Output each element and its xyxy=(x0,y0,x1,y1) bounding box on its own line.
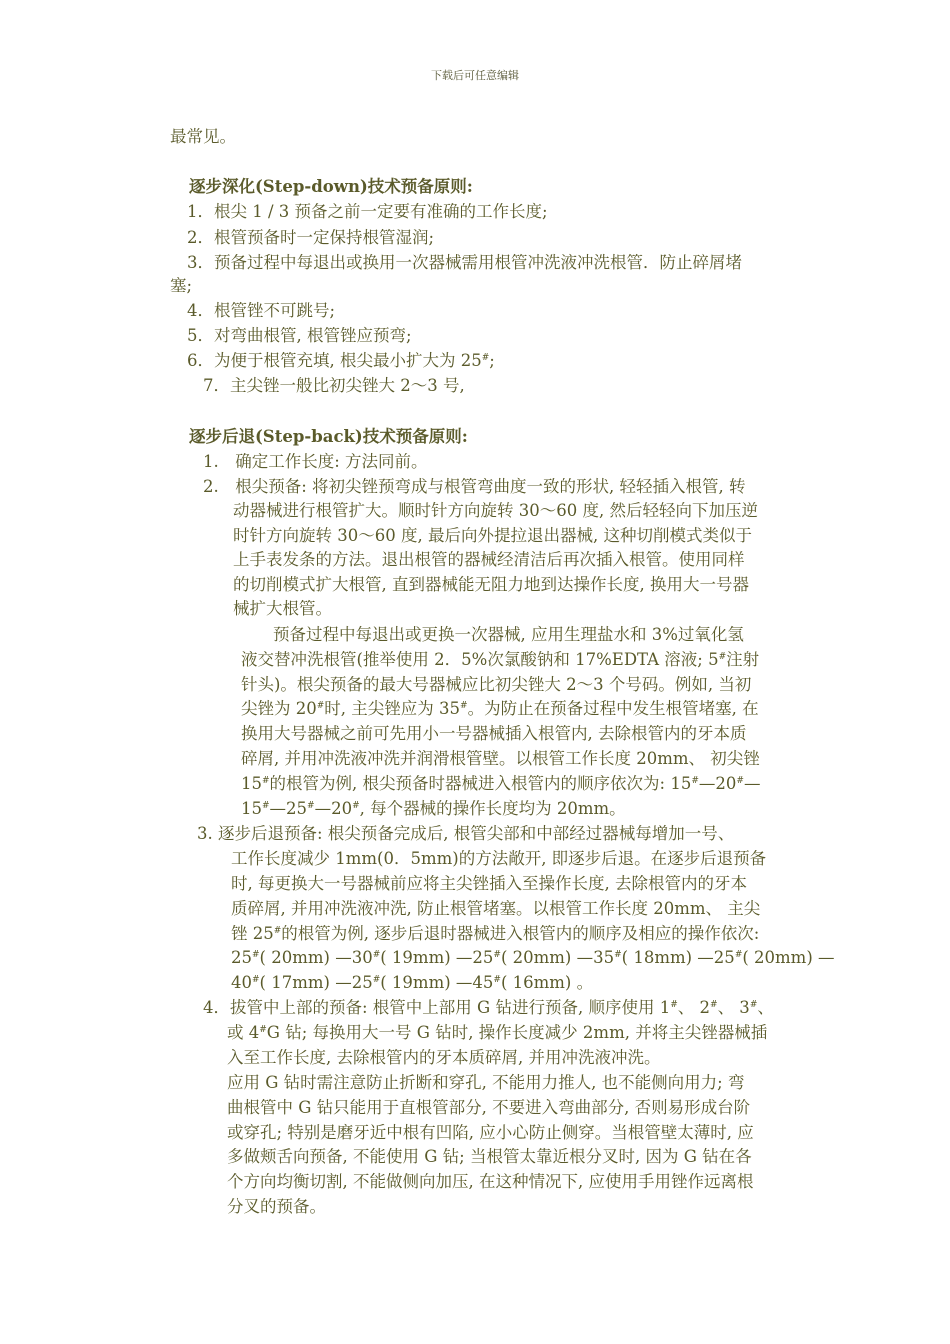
line-text: 7．主尖锉一般比初尖锉大 2～3 号, xyxy=(203,376,465,395)
list-item xyxy=(203,475,746,499)
line-text: 2．根管预备时一定保持根管湿润; xyxy=(187,228,435,247)
superscript: # xyxy=(307,801,315,811)
line-text: 15 xyxy=(241,799,262,818)
section-heading-step-back xyxy=(189,425,468,449)
line xyxy=(231,847,766,871)
line-text: 、 3 xyxy=(717,998,750,1017)
line-text: 动器械进行根管扩大。顺时针方向旋转 30～60 度, 然后轻轻向下加压逆 xyxy=(233,501,758,520)
line-text: 时, 每更换大一号器械前应将主尖锉插入至操作长度, 去除根管内的牙本 xyxy=(231,874,747,893)
line-text: 1．根尖 1 / 3 预备之前一定要有准确的工作长度; xyxy=(187,202,548,221)
line-text: 、 xyxy=(757,998,774,1017)
line-text: ( 20mm) — xyxy=(742,948,835,967)
list-item xyxy=(203,374,465,398)
superscript: # xyxy=(316,701,325,711)
line-text: 液交替冲洗根管(推举使用 2．5%次氯酸钠和 17%EDTA 溶液; 5 xyxy=(241,650,719,669)
line-text: 的根管为例, 逐步后退时器械进入根管内的顺序及相应的操作依次: xyxy=(281,924,760,943)
line-text: 时针方向旋转 30～60 度, 最后向外提拉退出器械, 这种切削模式类似于 xyxy=(233,526,752,545)
superscript: # xyxy=(262,801,270,811)
superscript: # xyxy=(252,975,260,985)
line-text: 曲根管中 G 钻只能用于直根管部分, 不要进入弯曲部分, 否则易形成台阶 xyxy=(227,1098,751,1117)
superscript: # xyxy=(262,776,270,786)
line-text: 、 2 xyxy=(677,998,711,1017)
superscript: # xyxy=(259,1025,267,1035)
line-text: —20 xyxy=(698,774,737,793)
line-text: 。为防止在预备过程中发生根管堵塞, 在 xyxy=(467,699,759,718)
line-text: 预备过程中每退出或更换一次器械, 应用生理盐水和 3%过氧化氢 xyxy=(273,625,744,644)
line xyxy=(227,1096,750,1120)
line-text: 塞; xyxy=(170,276,193,295)
line-text: 最常见。 xyxy=(170,127,236,146)
list-item xyxy=(187,349,495,373)
line xyxy=(241,747,760,771)
list-item xyxy=(187,251,742,275)
page-header: 下载后可任意编辑 xyxy=(431,69,519,82)
line-text: ( 19mm) —25 xyxy=(380,948,494,967)
line xyxy=(233,548,745,572)
superscript: # xyxy=(749,1000,758,1010)
heading-text: 逐步后退(Step-back)技术预备原则: xyxy=(189,427,468,446)
line-text: 碎屑, 并用冲洗液冲洗并润滑根管壁。以根管工作长度 20mm、 初尖锉 xyxy=(241,749,760,768)
line xyxy=(241,797,626,821)
line xyxy=(231,872,747,896)
line xyxy=(233,573,749,597)
line xyxy=(233,499,758,523)
line-text: 针头)。根尖预备的最大号器械应比初尖锉大 2～3 个号码。例如, 当初 xyxy=(241,675,752,694)
line-text: ( 20mm) —30 xyxy=(259,948,373,967)
superscript: # xyxy=(734,950,743,960)
line-text: ( 20mm) —35 xyxy=(500,948,615,967)
superscript: # xyxy=(252,950,260,960)
list-item xyxy=(187,324,412,348)
line-text: ( 19mm) —45 xyxy=(380,973,494,992)
line xyxy=(233,524,752,548)
line xyxy=(227,1121,754,1145)
line-text: 的切削模式扩大根管, 直到器械能无阻力地到达操作长度, 换用大一号器 xyxy=(233,575,749,594)
line-text: 尖锉为 20 xyxy=(241,699,317,718)
line-text: 4．根管锉不可跳号; xyxy=(187,301,336,320)
line-text: 1. 确定工作长度: 方法同前。 xyxy=(203,452,428,471)
line xyxy=(233,597,332,621)
section-heading-step-down xyxy=(189,175,473,199)
line xyxy=(227,1145,752,1169)
line-text: 25 xyxy=(231,948,252,967)
list-item xyxy=(187,200,548,224)
line-text: 或穿孔; 特别是磨牙近中根有凹陷, 应小心防止侧穿。当根管壁太薄时, 应 xyxy=(227,1123,754,1142)
line xyxy=(241,648,759,672)
superscript: # xyxy=(372,975,381,985)
line-text: —20 xyxy=(314,799,353,818)
line-text: ( 17mm) —25 xyxy=(259,973,373,992)
line xyxy=(231,946,835,970)
line xyxy=(227,1071,744,1095)
line-text: 换用大号器械之前可先用小一号器械插入根管内, 去除根管内的牙本质 xyxy=(241,724,747,743)
line-text: 3．预备过程中每退出或换用一次器械需用根管冲洗液冲洗根管．防止碎屑堵 xyxy=(187,253,742,272)
line-text: 多做颊舌向预备, 不能使用 G 钻; 当根管太靠近根分叉时, 因为 G 钻在各 xyxy=(227,1147,752,1166)
line-text: ; xyxy=(489,351,495,370)
superscript: # xyxy=(718,652,727,662)
superscript: # xyxy=(614,950,622,960)
line-text: 械扩大根管。 xyxy=(233,599,332,618)
line xyxy=(227,1021,767,1045)
list-item xyxy=(197,822,734,846)
line xyxy=(170,125,236,149)
superscript: # xyxy=(691,776,699,786)
line-text: , 每个器械的操作长度均为 20mm。 xyxy=(359,799,626,818)
superscript: # xyxy=(493,950,501,960)
line-text: 注射 xyxy=(726,650,760,669)
line-text: 应用 G 钻时需注意防止折断和穿孔, 不能用力推人, 也不能侧向用力; 弯 xyxy=(227,1073,745,1092)
line-text: 入至工作长度, 去除根管内的牙本质碎屑, 并用冲洗液冲洗。 xyxy=(227,1048,661,1067)
superscript: # xyxy=(670,1000,678,1010)
list-item xyxy=(187,299,335,323)
superscript: # xyxy=(710,1000,718,1010)
line-text: 分叉的预备。 xyxy=(227,1197,326,1216)
line-text: 锉 25 xyxy=(231,924,274,943)
line xyxy=(241,697,759,721)
line-text: 个方向均衡切割, 不能做侧向加压, 在这种情况下, 应使用手用锉作远离根 xyxy=(227,1172,754,1191)
superscript: # xyxy=(736,776,744,786)
line xyxy=(227,1170,753,1194)
line-text: 2. 根尖预备: 将初尖锉预弯成与根管弯曲度一致的形状, 轻轻插入根管, 转 xyxy=(203,477,746,496)
line-text: ( 18mm) —25 xyxy=(621,948,735,967)
superscript: # xyxy=(352,801,360,811)
line xyxy=(231,971,593,995)
superscript: # xyxy=(372,950,381,960)
line xyxy=(241,772,760,796)
line-text: —25 xyxy=(269,799,308,818)
line xyxy=(170,274,192,298)
superscript: # xyxy=(273,926,282,936)
line xyxy=(273,623,744,647)
line-text: 时, 主尖锉应为 35 xyxy=(324,699,461,718)
line-text: 上手表发条的方法。退出根管的器械经清洁后再次插入根管。使用同样 xyxy=(233,550,745,569)
list-item xyxy=(187,226,434,250)
line-text: — xyxy=(743,774,761,793)
line-text: 或 4 xyxy=(227,1023,260,1042)
heading-text: 逐步深化(Step-down)技术预备原则: xyxy=(189,177,473,196)
line-text: 40 xyxy=(231,973,252,992)
superscript: # xyxy=(460,701,468,711)
line-text: 工作长度减少 1mm(0．5mm)的方法敞开, 即逐步后退。在逐步后退预备 xyxy=(231,849,767,868)
line xyxy=(227,1195,326,1219)
line xyxy=(231,922,759,946)
line-text: 质碎屑, 并用冲洗液冲洗, 防止根管堵塞。以根管工作长度 20mm、 主尖 xyxy=(231,899,761,918)
line-text: ( 16mm) 。 xyxy=(500,973,594,992)
line xyxy=(231,897,760,921)
line xyxy=(241,673,751,697)
line-text: 5．对弯曲根管, 根管锉应预弯; xyxy=(187,326,412,345)
line-text: 的根管为例, 根尖预备时器械进入根管内的顺序依次为: 15 xyxy=(269,774,692,793)
list-item xyxy=(203,996,774,1020)
line-text: 4．拔管中上部的预备: 根管中上部用 G 钻进行预备, 顺序使用 1 xyxy=(203,998,671,1017)
line xyxy=(241,722,747,746)
line-text: G 钻; 每换用大一号 G 钻时, 操作长度减少 2mm, 并将主尖锉器械插 xyxy=(266,1023,768,1042)
superscript: # xyxy=(481,353,490,363)
line-text: 15 xyxy=(241,774,262,793)
list-item xyxy=(203,450,428,474)
superscript: # xyxy=(493,975,501,985)
line-text: 3. 逐步后退预备: 根尖预备完成后, 根管尖部和中部经过器械每增加一号、 xyxy=(197,824,735,843)
line-text: 6．为便于根管充填, 根尖最小扩大为 25 xyxy=(187,351,482,370)
line xyxy=(227,1046,660,1070)
